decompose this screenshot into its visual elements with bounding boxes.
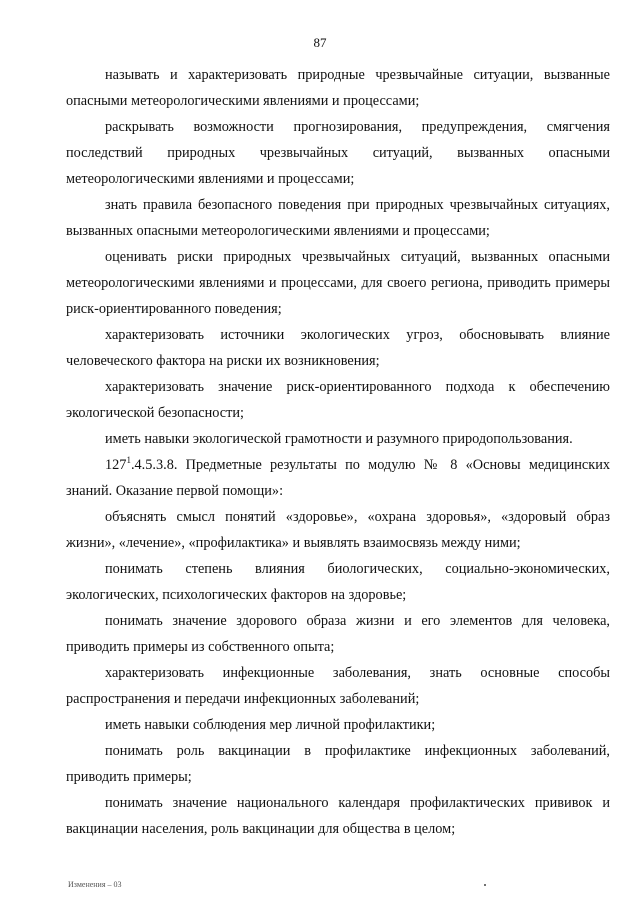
section-heading-paragraph bbox=[66, 452, 610, 504]
section-heading-text: .4.5.3.8. Предметные результаты по модулю № 8 «Основы медицинских знаний. Оказание первой помощи»: bbox=[66, 457, 610, 499]
paragraph: характеризовать значение риск-ориентированного подхода к обеспечению экологической безопасности; bbox=[66, 379, 610, 421]
paragraph: иметь навыки экологической грамотности и разумного природопользования. bbox=[105, 431, 573, 447]
paragraph: оценивать риски природных чрезвычайных ситуаций, вызванных опасными метеорологическими явлениями и процессами, для своего региона, приводить примеры риск-ориентированного поведения; bbox=[66, 249, 610, 317]
section-number: 127 bbox=[105, 457, 127, 473]
paragraph: понимать значение национального календаря профилактических прививок и вакцинации населения, роль вакцинации для общества в целом; bbox=[66, 795, 610, 837]
section-superscript: 1 bbox=[126, 455, 131, 466]
footer-note: Изменения – 03 bbox=[68, 880, 122, 889]
page-number: 87 bbox=[313, 35, 327, 50]
scan-speck bbox=[484, 884, 486, 886]
paragraph: объяснять смысл понятий «здоровье», «охрана здоровья», «здоровый образ жизни», «лечение», «профилактика» и выявлять взаимосвязь между ними; bbox=[66, 509, 610, 551]
paragraph: раскрывать возможности прогнозирования, предупреждения, смягчения последствий природных чрезвычайных ситуаций, вызванных опасными метеорологическими явлениями и процессами; bbox=[66, 119, 610, 187]
paragraph: понимать значение здорового образа жизни и его элементов для человека, приводить примеры из собственного опыта; bbox=[66, 613, 610, 655]
paragraph: понимать роль вакцинации в профилактике инфекционных заболеваний, приводить примеры; bbox=[66, 743, 610, 785]
paragraph: называть и характеризовать природные чрезвычайные ситуации, вызванные опасными метеорологическими явлениями и процессами; bbox=[66, 67, 610, 109]
paragraph: понимать степень влияния биологических, социально-экономических, экологических, психологических факторов на здоровье; bbox=[66, 561, 610, 603]
paragraph: знать правила безопасного поведения при природных чрезвычайных ситуациях, вызванных опасными метеорологическими явлениями и процессами; bbox=[66, 197, 610, 239]
document-body bbox=[66, 62, 610, 842]
paragraph: характеризовать инфекционные заболевания, знать основные способы распространения и передачи инфекционных заболеваний; bbox=[66, 665, 610, 707]
paragraph: иметь навыки соблюдения мер личной профилактики; bbox=[105, 717, 436, 733]
paragraph: характеризовать источники экологических угроз, обосновывать влияние человеческого фактора на риски их возникновения; bbox=[66, 327, 610, 369]
